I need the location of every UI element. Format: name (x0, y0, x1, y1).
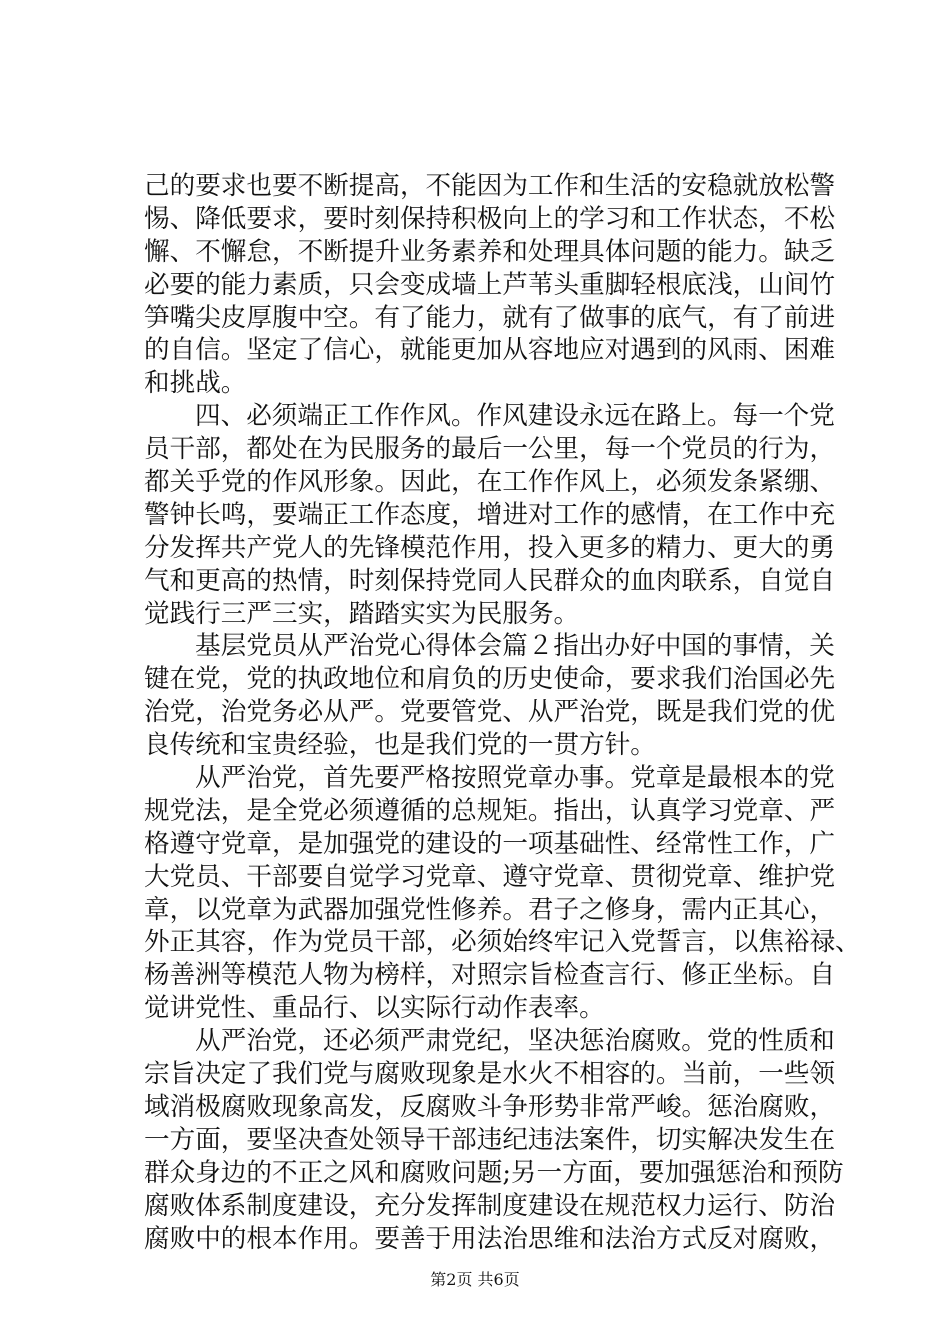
text-line: 杨善洲等模范人物为榜样，对照宗旨检查言行、修正坐标。自 (144, 960, 836, 991)
text-line: 必要的能力素质，只会变成墙上芦苇头重脚轻根底浅，山间竹 (144, 269, 836, 300)
body-text (144, 170, 861, 1255)
text-line: 觉讲党性、重品行、以实际行动作表率。 (144, 993, 605, 1024)
text-line: 群众身边的不正之风和腐败问题;另一方面，要加强惩治和预防 (144, 1157, 844, 1188)
paragraph-first-line: 从严治党，首先要严格按照党章办事。党章是最根本的党 (195, 763, 835, 794)
text-line: 都关乎党的作风形象。因此，在工作作风上，必须发条紧绷、 (144, 467, 836, 498)
text-line: 气和更高的热情，时刻保持党同人民群众的血肉联系，自觉自 (144, 565, 836, 596)
text-line: 良传统和宝贵经验，也是我们党的一贯方针。 (144, 730, 656, 761)
text-line: 键在党，党的执政地位和肩负的历史使命，要求我们治国必先 (144, 664, 836, 695)
paragraph-first-line: 四、必须端正工作作风。作风建设永远在路上。每一个党 (195, 401, 835, 432)
page-footer: 第2页 共6页 (430, 1270, 520, 1289)
text-line: 一方面，要坚决查处领导干部违纪违法案件，切实解决发生在 (144, 1124, 836, 1155)
text-line: 章，以党章为武器加强党性修养。君子之修身，需内正其心， (144, 894, 836, 925)
text-line: 懈、不懈怠，不断提升业务素养和处理具体问题的能力。缺乏 (144, 236, 836, 267)
text-line: 治党，治党务必从严。党要管党、从严治党，既是我们党的优 (144, 697, 836, 728)
text-line: 和挑战。 (144, 368, 247, 399)
text-line: 腐败中的根本作用。要善于用法治思维和法治方式反对腐败， (144, 1223, 836, 1254)
text-line: 的自信。坚定了信心，就能更加从容地应对遇到的风雨、困难 (144, 335, 836, 366)
text-line: 格遵守党章，是加强党的建设的一项基础性、经常性工作，广 (144, 828, 836, 859)
text-line: 外正其容，作为党员干部，必须始终牢记入党誓言，以焦裕禄、 (144, 927, 861, 958)
text-line: 笋嘴尖皮厚腹中空。有了能力，就有了做事的底气，有了前进 (144, 302, 836, 333)
text-line: 大党员、干部要自觉学习党章、遵守党章、贯彻党章、维护党 (144, 861, 836, 892)
text-line: 分发挥共产党人的先锋模范作用，投入更多的精力、更大的勇 (144, 532, 836, 563)
text-line: 员干部，都处在为民服务的最后一公里，每一个党员的行为， (144, 434, 836, 465)
text-line: 惕、降低要求，要时刻保持积极向上的学习和工作状态，不松 (144, 203, 836, 234)
text-line: 规党法，是全党必须遵循的总规矩。指出，认真学习党章、严 (144, 795, 836, 826)
text-line: 域消极腐败现象高发，反腐败斗争形势非常严峻。惩治腐败， (144, 1091, 836, 1122)
text-line: 觉践行三严三实，踏踏实实为民服务。 (144, 598, 580, 629)
text-line: 警钟长鸣，要端正工作态度，增进对工作的感情，在工作中充 (144, 499, 836, 530)
paragraph-first-line: 基层党员从严治党心得体会篇２指出办好中国的事情，关 (195, 631, 835, 662)
text-line: 宗旨决定了我们党与腐败现象是水火不相容的。当前，一些领 (144, 1059, 836, 1090)
paragraph-first-line: 从严治党，还必须严肃党纪，坚决惩治腐败。党的性质和 (195, 1026, 835, 1057)
text-line: 己的要求也要不断提高，不能因为工作和生活的安稳就放松警 (144, 171, 836, 201)
text-line: 腐败体系制度建设，充分发挥制度建设在规范权力运行、防治 (144, 1190, 836, 1221)
